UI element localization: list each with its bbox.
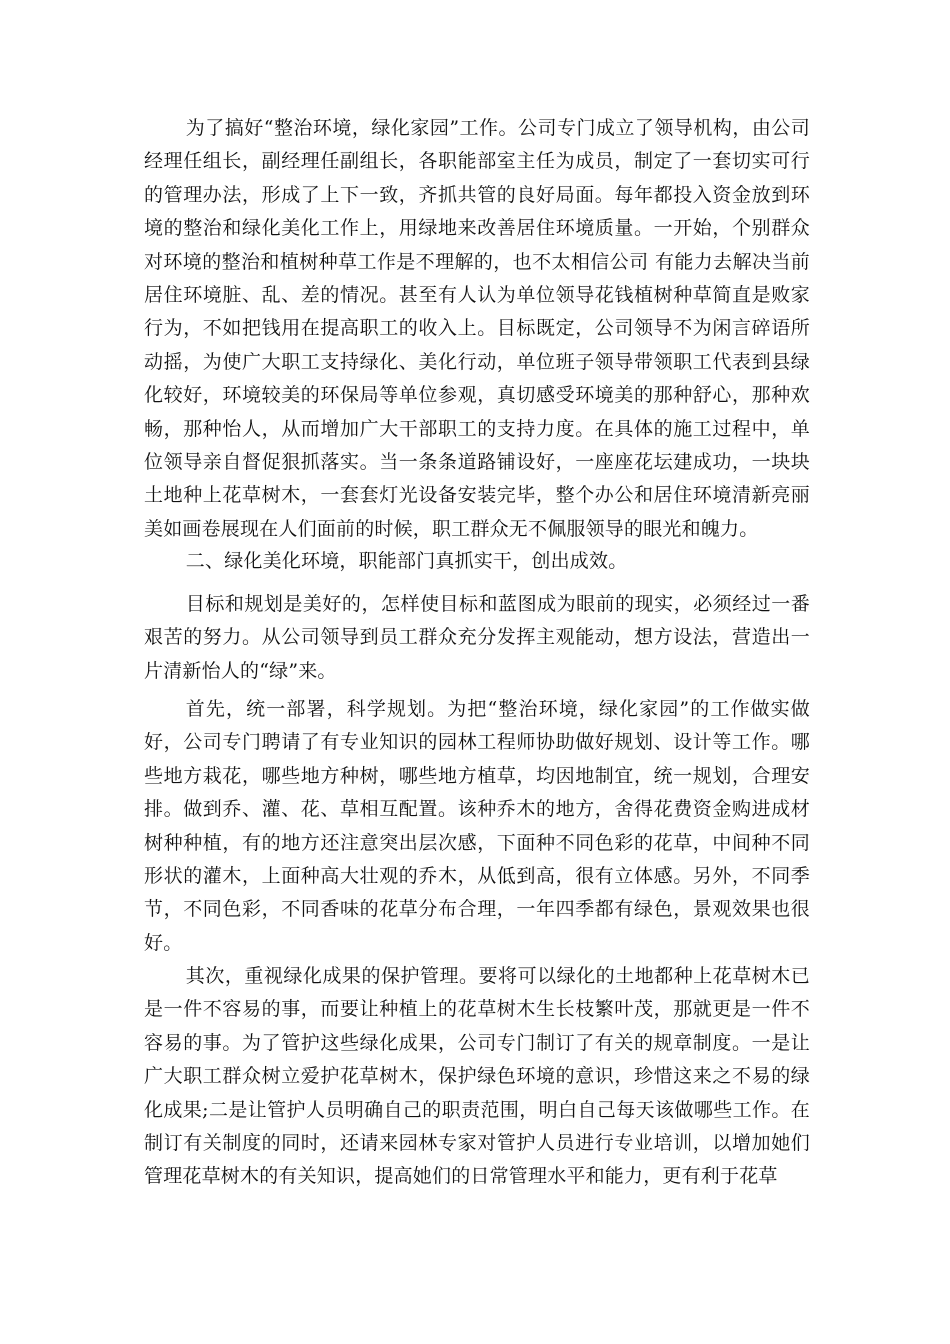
section-heading: 二、绿化美化环境，职能部门真抓实干，创出成效。 xyxy=(185,550,628,572)
paragraph-goals: 目标和规划是美好的，怎样使目标和蓝图成为眼前的现实，必须经过一番艰苦的努力。从公司领导到员工群众充分发挥主观能动，想方设法，营造出一片清新怡人的“绿”来。 xyxy=(144,593,810,682)
paragraph-maintenance: 其次，重视绿化成果的保护管理。要将可以绿化的土地都种上花草树木已是一件不容易的事，而要让种植上的花草树木生长枝繁叶茂，那就更是一件不容易的事。为了管护这些绿化成果，公司专门制订了有关的规章制度。一是让广大职工群众树立爱护花草树木，保护绿色环境的意识，珍惜这来之不易的绿化成果;二是让管护人员明确自己的职责范围，明白自己每天该做哪些工作。在制订有关制度的同时，还请来园林专家对管护人员进行专业培训，以增加她们管理花草树木的有关知识，提高她们的日常管理水平和能力，更有利于花草 xyxy=(144,965,810,1188)
paragraph-planning: 首先，统一部署，科学规划。为把“整治环境，绿化家园”的工作做实做好，公司专门聘请了有专业知识的园林工程师协助做好规划、设计等工作。哪些地方栽花，哪些地方种树，哪些地方植草，均因地制宜，统一规划，合理安排。做到乔、灌、花、草相互配置。该种乔木的地方，舍得花费资金购进成材树种种植，有的地方还注意突出层次感，下面种不同色彩的花草，中间种不同形状的灌木，上面种高大壮观的乔木，从低到高，很有立体感。另外，不同季节，不同色彩，不同香味的花草分布合理，一年四季都有绿色，景观效果也很好。 xyxy=(144,698,810,954)
paragraph-intro: 为了搞好“整治环境，绿化家园”工作。公司专门成立了领导机构，由公司经理任组长，副经理任副组长，各职能部室主任为成员，制定了一套切实可行的管理办法，形成了上下一致，齐抓共管的良好局面。每年都投入资金放到环境的整治和绿化美化工作上，用绿地来改善居住环境质量。一开始，个别群众对环境的整治和植树种草工作是不理解的，也不太相信公司 有能力去解决当前居住环境脏、乱、差的情况。甚至有人认为单位领导花钱植树种草简直是败家行为，不如把钱用在提高职工的收入上。目标既定，公司领导不为闲言碎语所动摇，为使广大职工支持绿化、美化行动，单位班子领导带领职工代表到县绿化较好，环境较美的环保局等单位参观，真切感受环境美的那种舒心，那种欢畅，那种怡人，从而增加广大干部职工的支持力度。在具体的施工过程中，单位领导亲自督促狠抓落实。当一条条道路铺设好，一座座花坛建成功，一块块土地种上花草树木，一套套灯光设备安装完毕，整个办公和居住环境清新亮丽美如画卷展现在人们面前的时候，职工群众无不佩服领导的眼光和魄力。 xyxy=(144,117,810,540)
